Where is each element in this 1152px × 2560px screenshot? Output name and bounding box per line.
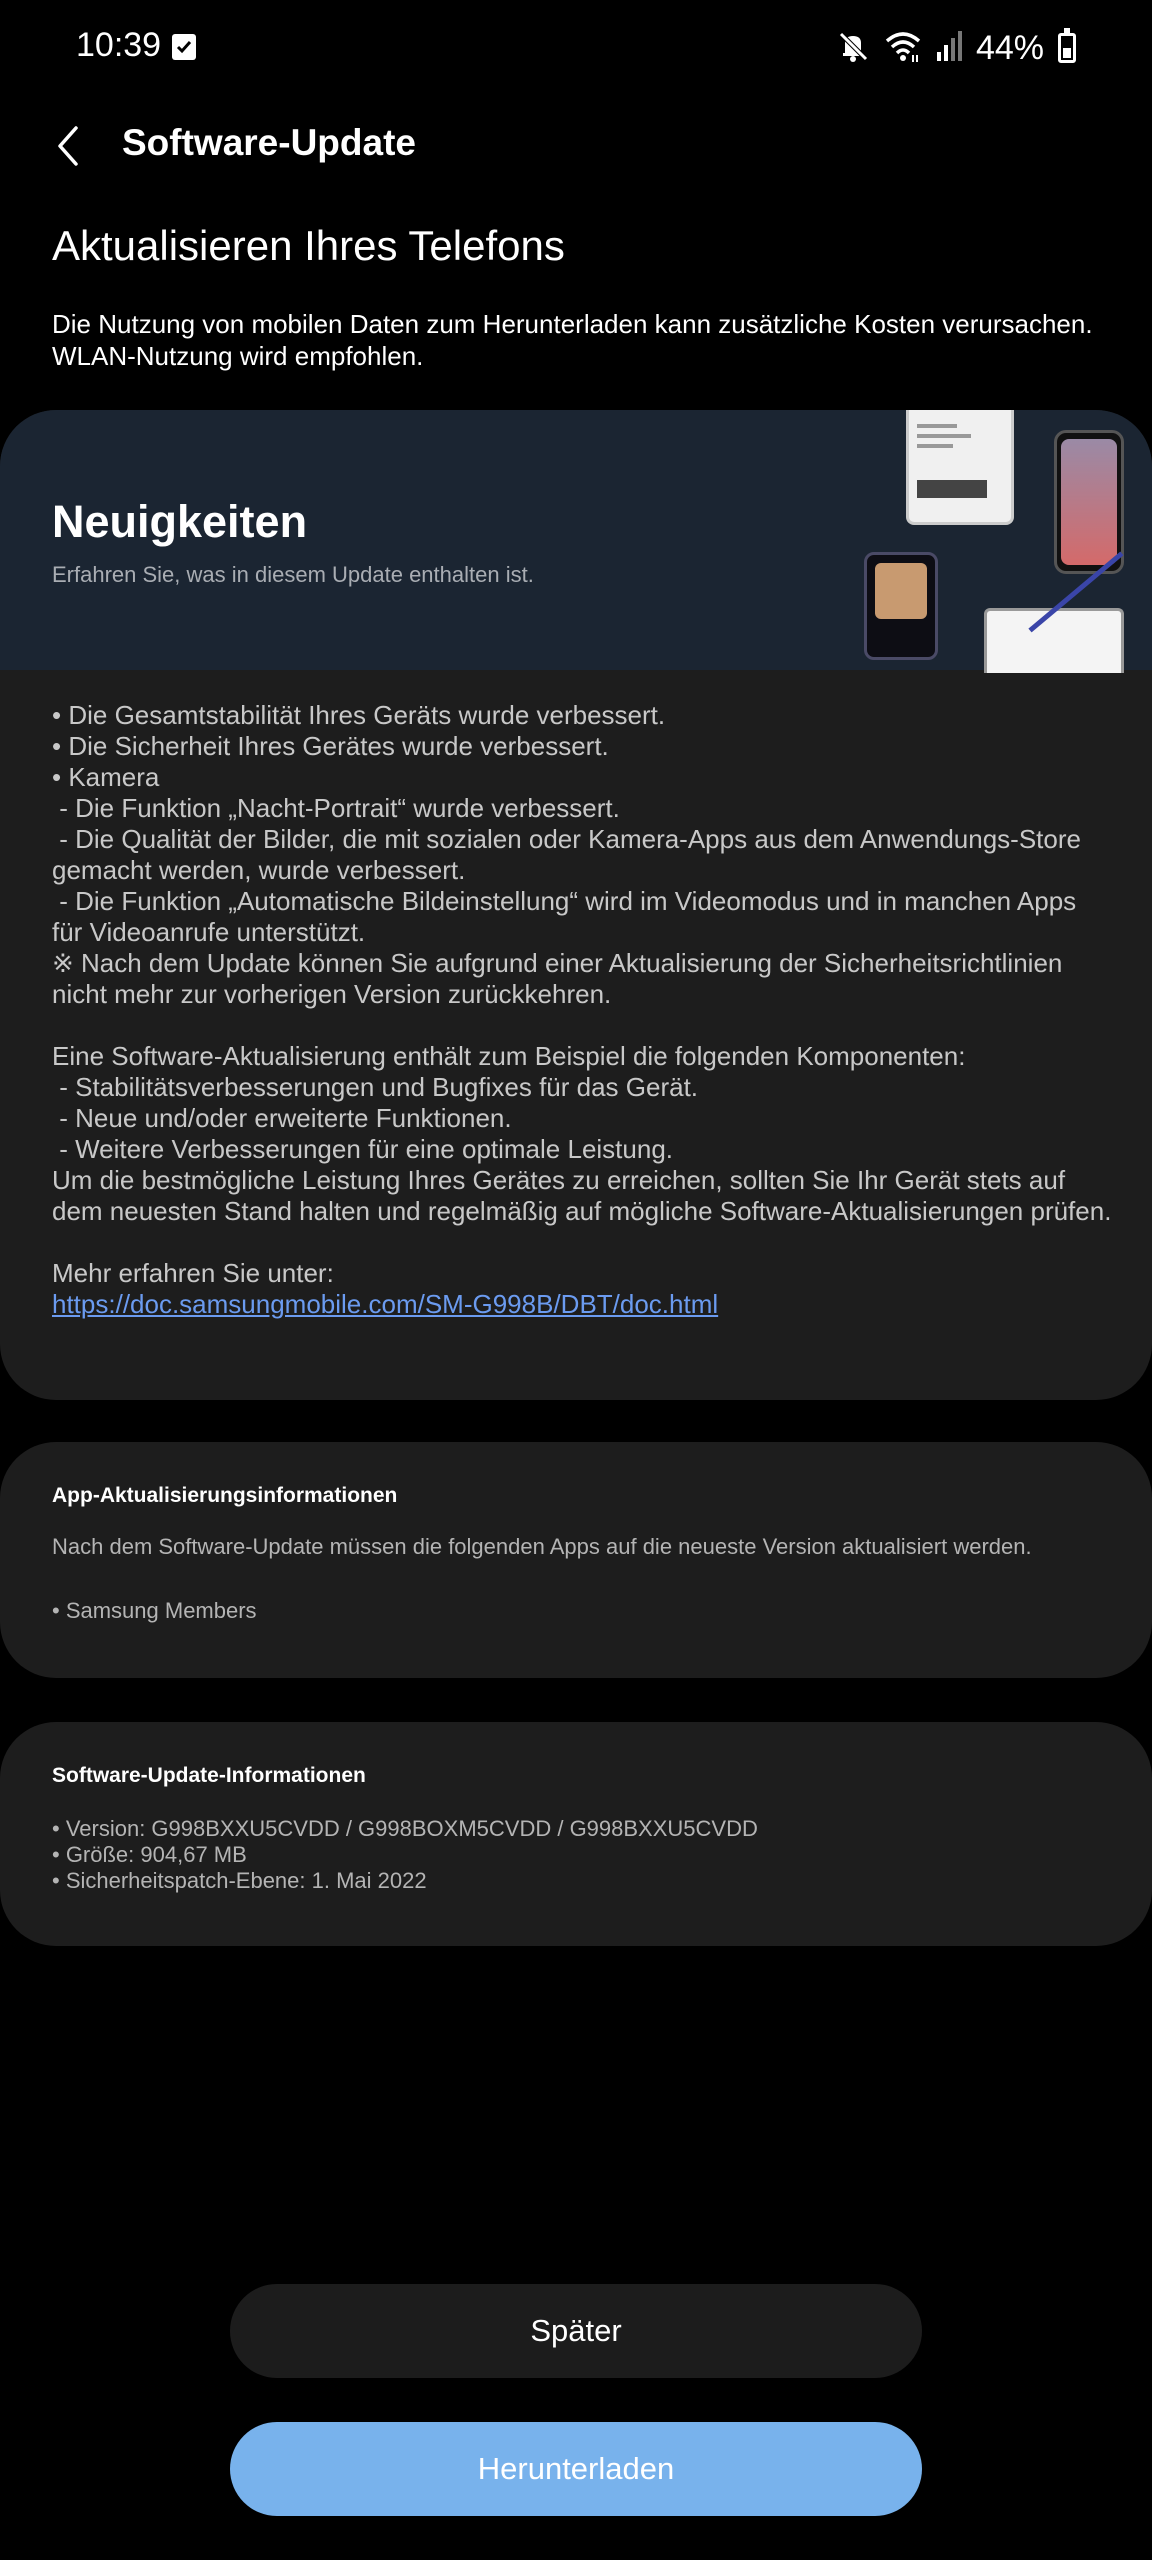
software-update-info-card bbox=[0, 1722, 1152, 1946]
news-subtitle: Erfahren Sie, was in diesem Update enthalten ist. bbox=[52, 562, 534, 587]
release-note-line: Eine Software-Aktualisierung enthält zum Beispiel die folgenden Komponenten: bbox=[52, 1041, 966, 1071]
software-update-info-title: Software-Update-Informationen bbox=[52, 1764, 366, 1787]
security-patch-info: • Sicherheitspatch-Ebene: 1. Mai 2022 bbox=[52, 1868, 427, 1893]
release-note-line: • Die Sicherheit Ihres Gerätes wurde verbessert. bbox=[52, 731, 609, 761]
chevron-left-icon bbox=[54, 124, 82, 168]
battery-percentage: 44% bbox=[975, 28, 1044, 67]
release-note-line: • Die Gesamtstabilität Ihres Geräts wurde verbessert. bbox=[52, 700, 666, 730]
download-button[interactable]: Herunterladen bbox=[230, 2422, 922, 2516]
release-note-line: - Neue und/oder erweiterte Funktionen. bbox=[52, 1103, 512, 1133]
release-note-line: Mehr erfahren Sie unter: bbox=[52, 1258, 334, 1288]
size-info: • Größe: 904,67 MB bbox=[52, 1842, 247, 1867]
release-note-line: Um die bestmögliche Leistung Ihres Gerätes zu erreichen, sollten Sie Ihr Gerät stets auf dem neuesten Stand halten und regelmäßig auf mögliche Software-Aktualisierungen prüfen. bbox=[52, 1165, 1112, 1226]
release-note-line: - Stabilitätsverbesserungen und Bugfixes für das Gerät. bbox=[52, 1072, 699, 1102]
tablet-illustration bbox=[906, 410, 1014, 525]
app-list-item: • Samsung Members bbox=[52, 1598, 257, 1623]
app-header bbox=[0, 100, 1152, 190]
update-heading: Aktualisieren Ihres Telefons bbox=[52, 222, 565, 269]
wifi-icon bbox=[884, 29, 922, 68]
later-button[interactable]: Später bbox=[230, 2284, 922, 2378]
status-icons bbox=[836, 26, 1076, 70]
version-info: • Version: G998BXXU5CVDD / G998BOXM5CVDD / G998BXXU5CVDD bbox=[52, 1816, 758, 1841]
back-button[interactable] bbox=[40, 118, 96, 174]
status-time: 10:39 bbox=[76, 26, 162, 64]
battery-icon bbox=[1058, 33, 1076, 63]
news-banner bbox=[0, 410, 1152, 670]
status-bar bbox=[0, 0, 1152, 96]
release-note-line: - Die Funktion „Nacht-Portrait“ wurde verbessert. bbox=[52, 793, 620, 823]
page-title: Software-Update bbox=[122, 122, 416, 163]
app-update-info-card bbox=[0, 1442, 1152, 1678]
phone-illustration bbox=[1054, 430, 1124, 574]
release-notes bbox=[52, 700, 1112, 1320]
app-update-info-title: App-Aktualisierungsinformationen bbox=[52, 1484, 398, 1507]
mobile-data-notice: Die Nutzung von mobilen Daten zum Herunterladen kann zusätzliche Kosten verursachen. WLAN-Nutzung wird empfohlen. bbox=[52, 309, 1093, 371]
more-info-link[interactable]: https://doc.samsungmobile.com/SM-G998B/DBT/doc.html bbox=[52, 1289, 719, 1319]
task-check-icon bbox=[172, 34, 196, 60]
release-note-line: • Kamera bbox=[52, 762, 160, 792]
mute-icon bbox=[836, 29, 870, 68]
release-note-line: - Weitere Verbesserungen für eine optimale Leistung. bbox=[52, 1134, 674, 1164]
app-update-info-text: Nach dem Software-Update müssen die folgenden Apps auf die neueste Version aktualisiert werden. bbox=[52, 1534, 1032, 1559]
flip-phone-illustration bbox=[864, 552, 938, 660]
spacer bbox=[52, 1010, 1112, 1041]
release-note-line: ※ Nach dem Update können Sie aufgrund einer Aktualisierung der Sicherheitsrichtlinien nicht mehr zur vorherigen Version zurückkehren. bbox=[52, 948, 1070, 1009]
news-title: Neuigkeiten bbox=[52, 496, 308, 547]
news-card bbox=[0, 410, 1152, 1400]
spacer bbox=[52, 1227, 1112, 1258]
fold-illustration bbox=[984, 608, 1124, 673]
release-note-line: - Die Funktion „Automatische Bildeinstellung“ wird im Videomodus und in manchen Apps für Videoanrufe unterstützt. bbox=[52, 886, 1084, 947]
signal-icon bbox=[936, 30, 962, 67]
release-note-line: - Die Qualität der Bilder, die mit sozialen oder Kamera-Apps aus dem Anwendungs-Store gemacht werden, wurde verbessert. bbox=[52, 824, 1089, 885]
